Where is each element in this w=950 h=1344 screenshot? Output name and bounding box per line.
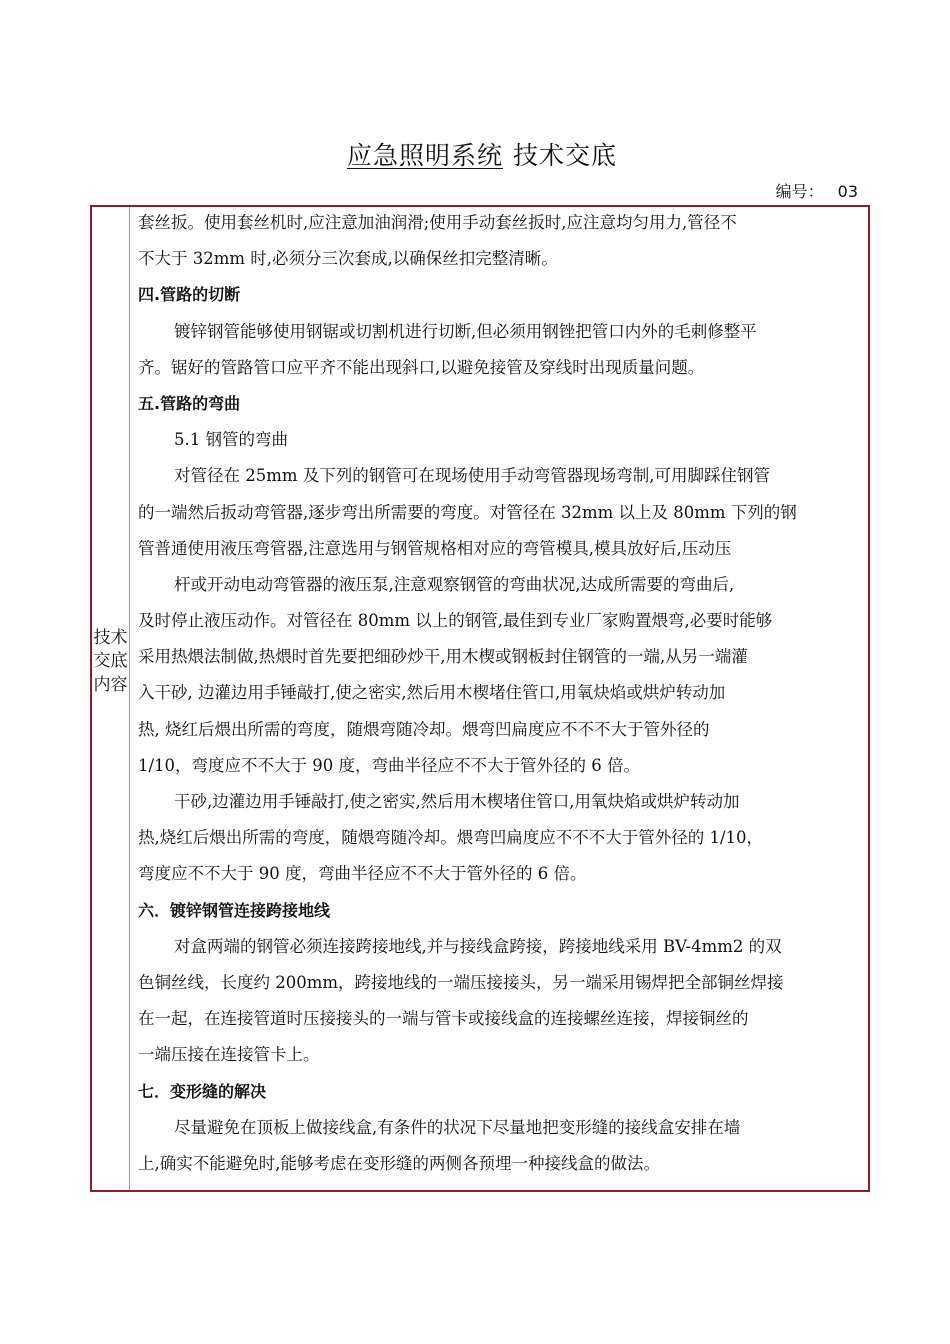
text-line: 热,烧红后煨出所需的弯度，随煨弯随冷却。煨弯凹扁度应不不不大于管外径的 1/10，	[138, 828, 764, 848]
text-line: 1/10，弯度应不不大于 90 度，弯曲半径应不不大于管外径的 6 倍。	[138, 755, 641, 775]
text-line: 不大于 32mm 时,必须分三次套成,以确保丝扣完整清晰。	[138, 249, 558, 269]
text-line: 对盒两端的钢管必须连接跨接地线,并与接线盒跨接，跨接地线采用 BV-4mm2 的双	[174, 936, 782, 956]
text-line: 的一端然后扳动弯管器,逐步弯出所需要的弯度。对管径在 32mm 以上及 80mm 下列的钢	[138, 502, 797, 522]
text-line: 管普通使用液压弯管器,注意选用与钢管规格相对应的弯管模具,模具放好后,压动压	[138, 538, 732, 558]
document-number-value: 03	[837, 182, 858, 201]
document-number-label: 编号：	[775, 182, 824, 201]
text-line: 干砂,边灌边用手锤敲打,使之密实,然后用木楔堵住管口,用氧炔焰或烘炉转动加	[174, 792, 740, 811]
side-label-cell	[92, 207, 130, 1190]
section-heading: 六．镀锌钢管连接跨接地线	[138, 900, 331, 920]
text-line: 杆或开动电动弯管器的液压泵,注意观察钢管的弯曲状况,达成所需要的弯曲后,	[174, 574, 735, 594]
side-label: 技术交底内容	[93, 628, 128, 695]
text-line: 弯度应不不大于 90 度，弯曲半径应不不大于管外径的 6 倍。	[138, 864, 587, 884]
title-system-name: 应急照明系统	[346, 141, 503, 170]
text-line: 在一起，在连接管道时压接接头的一端与管卡或接线盒的连接螺丝连接，焊接铜丝的	[138, 1009, 749, 1029]
text-line: 一端压接在连接管卡上。	[138, 1045, 320, 1065]
title-suffix: 技术交底	[513, 141, 618, 170]
text-line: 镀锌钢管能够使用钢锯或切割机进行切断,但必须用钢锉把管口内外的毛刺修整平	[174, 321, 757, 341]
document-number	[776, 181, 858, 203]
text-line: 对管径在 25mm 及下列的钢管可在现场使用手动弯管器现场弯制,可用脚踩住钢管	[174, 466, 771, 486]
document-title	[0, 138, 950, 174]
content-cell	[138, 207, 862, 1182]
text-line: 采用热煨法制做,热煨时首先要把细砂炒干,用木楔或钢板封住钢管的一端,从另一端灌	[138, 647, 748, 667]
text-line: 入干砂, 边灌边用手锤敲打,使之密实,然后用木楔堵住管口,用氧炔焰或烘炉转动加	[138, 683, 726, 703]
disclosure-table	[90, 205, 870, 1192]
section-heading: 五.管路的弯曲	[138, 393, 241, 413]
text-line: 及时停止液压动作。对管径在 80mm 以上的钢管,最佳到专业厂家购置煨弯,必要时能够	[138, 611, 773, 631]
text-line: 齐。锯好的管路管口应平齐不能出现斜口,以避免接管及穿线时出现质量问题。	[138, 357, 705, 377]
section-heading: 四.管路的切断	[138, 285, 241, 305]
text-line: 热, 烧红后煨出所需的弯度，随煨弯随冷却。煨弯凹扁度应不不不大于管外径的	[138, 719, 710, 739]
text-line: 上,确实不能避免时,能够考虑在变形缝的两侧各预埋一种接线盒的做法。	[138, 1153, 660, 1173]
section-heading: 七．变形缝的解决	[138, 1081, 267, 1101]
text-line: 5.1 钢管的弯曲	[174, 430, 288, 450]
text-line: 尽量避免在顶板上做接线盒,有条件的状况下尽量地把变形缝的接线盒安排在墙	[174, 1117, 741, 1137]
text-line: 套丝扳。使用套丝机时,应注意加油润滑;使用手动套丝扳时,应注意均匀用力,管径不	[138, 213, 737, 232]
text-line: 色铜丝线，长度约 200mm，跨接地线的一端压接接头，另一端采用锡焊把全部铜丝焊接	[138, 972, 784, 992]
